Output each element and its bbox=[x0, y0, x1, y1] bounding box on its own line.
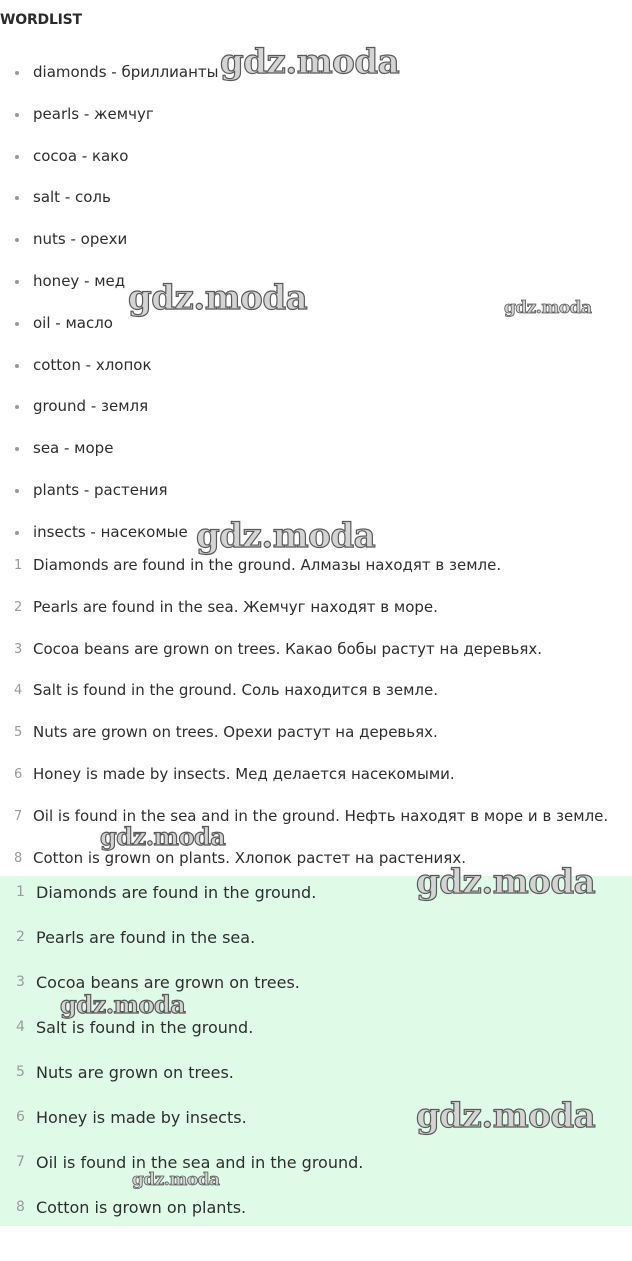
bullet-icon bbox=[15, 447, 19, 451]
item-number: 6 bbox=[16, 1109, 25, 1125]
item-number: 1 bbox=[14, 558, 23, 573]
watermark: gdz.moda bbox=[128, 278, 308, 318]
translation-item bbox=[0, 545, 608, 587]
wordlist-item bbox=[0, 345, 219, 387]
wordlist-item bbox=[0, 428, 219, 470]
item-number: 8 bbox=[14, 850, 23, 866]
translation-item bbox=[0, 629, 608, 671]
watermark: gdz.moda bbox=[60, 990, 186, 1019]
translation-text: Cotton is grown on plants. Хлопок растет на растениях. bbox=[33, 848, 466, 867]
answer-list bbox=[0, 870, 363, 1230]
bullet-icon bbox=[15, 113, 19, 117]
bullet-icon bbox=[15, 71, 19, 75]
translation-text: Nuts are grown on trees. Орехи растут на деревьях. bbox=[33, 723, 438, 742]
wordlist-item bbox=[0, 219, 219, 261]
translation-item bbox=[0, 754, 608, 796]
bullet-icon bbox=[15, 364, 19, 368]
translation-item bbox=[0, 670, 608, 712]
wordlist-item-text: honey - мед bbox=[33, 271, 126, 290]
wordlist-item bbox=[0, 136, 219, 178]
wordlist-heading: WORDLIST bbox=[0, 12, 82, 28]
answer-text: Pearls are found in the sea. bbox=[36, 928, 256, 947]
answer-item bbox=[0, 915, 363, 960]
translation-list bbox=[0, 545, 608, 879]
watermark: gdz.moda bbox=[416, 1096, 596, 1136]
answer-item bbox=[0, 1140, 363, 1185]
translation-text: Pearls are found in the sea. Жемчуг находят в море. bbox=[33, 597, 438, 616]
translation-text: Diamonds are found in the ground. Алмазы находят в земле. bbox=[33, 556, 502, 574]
item-number: 7 bbox=[14, 808, 23, 824]
answer-text: Cotton is grown on plants. bbox=[36, 1198, 247, 1217]
wordlist-item-text: plants - растения bbox=[33, 480, 168, 499]
watermark: gdz.moda bbox=[196, 516, 376, 556]
answer-item bbox=[0, 1095, 363, 1140]
item-number: 2 bbox=[14, 599, 23, 615]
item-number: 7 bbox=[16, 1154, 25, 1170]
answer-text: Diamonds are found in the ground. bbox=[36, 883, 317, 902]
bullet-icon bbox=[15, 238, 19, 242]
translation-item bbox=[0, 796, 608, 838]
wordlist-item-text: sea - море bbox=[33, 439, 114, 458]
answer-item bbox=[0, 1050, 363, 1095]
answer-item bbox=[0, 960, 363, 1005]
answer-text: Honey is made by insects. bbox=[36, 1108, 247, 1127]
watermark: gdz.moda bbox=[504, 298, 592, 318]
wordlist-item-text: cotton - хлопок bbox=[33, 355, 152, 374]
wordlist-item-text: cocoa - како bbox=[33, 146, 129, 165]
watermark: gdz.moda bbox=[416, 862, 596, 902]
item-number: 4 bbox=[16, 1019, 25, 1035]
item-number: 3 bbox=[14, 641, 23, 657]
answer-text: Nuts are grown on trees. bbox=[36, 1063, 234, 1082]
item-number: 2 bbox=[16, 929, 25, 945]
watermark: gdz.moda bbox=[100, 822, 226, 851]
wordlist-item-text: insects - насекомые bbox=[33, 522, 188, 541]
wordlist-item bbox=[0, 52, 219, 94]
item-number: 4 bbox=[14, 683, 23, 699]
translation-text: Honey is made by insects. Мед делается насекомыми. bbox=[33, 764, 455, 783]
bullet-icon bbox=[15, 322, 19, 326]
bullet-icon bbox=[15, 531, 19, 535]
answer-text: Salt is found in the ground. bbox=[36, 1018, 254, 1037]
watermark: gdz.moda bbox=[132, 1170, 220, 1190]
wordlist-item bbox=[0, 94, 219, 136]
bullet-icon bbox=[15, 280, 19, 284]
translation-item bbox=[0, 712, 608, 754]
bullet-icon bbox=[15, 405, 19, 409]
wordlist-item-text: salt - соль bbox=[33, 188, 111, 207]
translation-text: Cocoa beans are grown on trees. Какао бобы растут на деревьях. bbox=[33, 639, 543, 658]
item-number: 5 bbox=[14, 725, 23, 741]
translation-text: Oil is found in the sea and in the ground. Нефть находят в море и в земле. bbox=[33, 806, 609, 825]
wordlist-item-text: oil - масло bbox=[33, 313, 113, 332]
answer-item bbox=[0, 1185, 363, 1230]
answer-text: Oil is found in the sea and in the ground. bbox=[36, 1153, 364, 1172]
bullet-icon bbox=[15, 155, 19, 159]
item-number: 3 bbox=[16, 974, 25, 990]
wordlist bbox=[0, 52, 219, 554]
wordlist-item bbox=[0, 303, 219, 345]
item-number: 5 bbox=[16, 1064, 25, 1080]
answer-item bbox=[0, 870, 363, 915]
item-number: 8 bbox=[16, 1199, 25, 1215]
item-number: 6 bbox=[14, 766, 23, 782]
wordlist-item-text: nuts - орехи bbox=[33, 230, 128, 249]
wordlist-item-text: diamonds - бриллианты bbox=[33, 63, 219, 81]
bullet-icon bbox=[15, 196, 19, 200]
wordlist-item-text: ground - земля bbox=[33, 397, 149, 416]
answer-text: Cocoa beans are grown on trees. bbox=[36, 973, 300, 992]
wordlist-item-text: pearls - жемчуг bbox=[33, 104, 154, 123]
translation-item bbox=[0, 587, 608, 629]
wordlist-item bbox=[0, 177, 219, 219]
wordlist-item bbox=[0, 261, 219, 303]
item-number: 1 bbox=[16, 884, 25, 900]
wordlist-item bbox=[0, 470, 219, 512]
answer-item bbox=[0, 1005, 363, 1050]
watermark: gdz.moda bbox=[220, 42, 400, 82]
translation-text: Salt is found in the ground. Соль находится в земле. bbox=[33, 681, 438, 700]
wordlist-item bbox=[0, 386, 219, 428]
bullet-icon bbox=[15, 489, 19, 493]
